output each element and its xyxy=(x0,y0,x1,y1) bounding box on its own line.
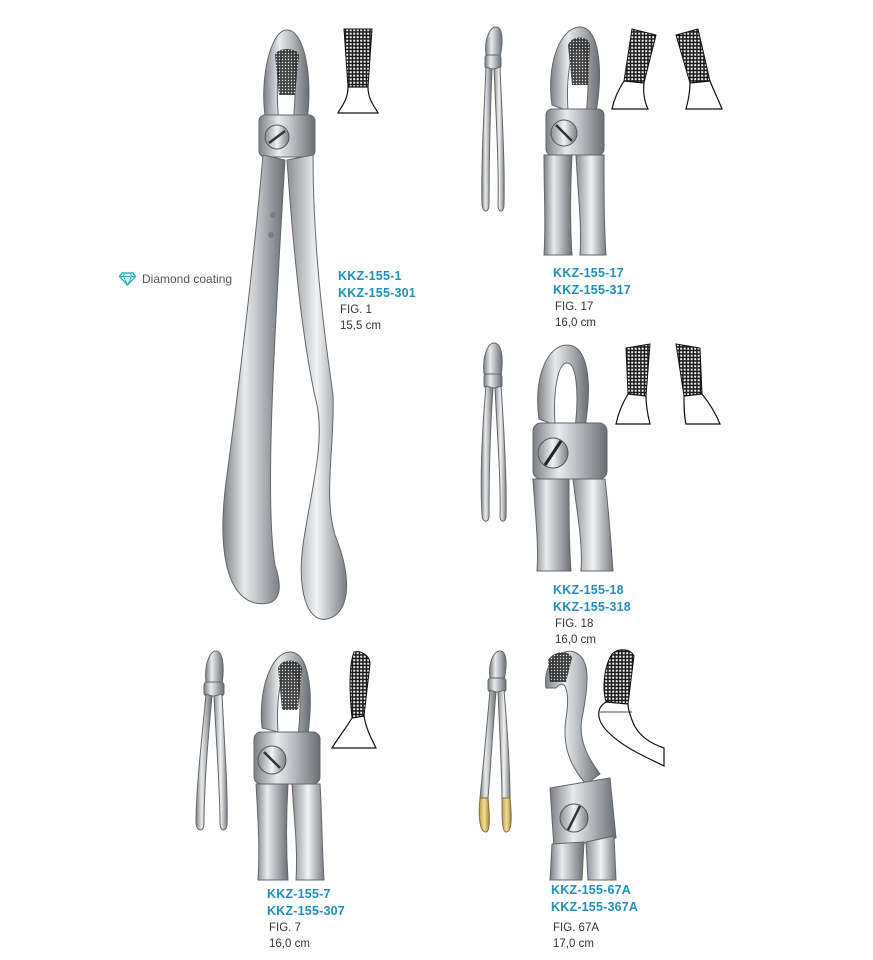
forceps-fig-17-closeup xyxy=(530,25,610,255)
forceps-fig-7-closeup xyxy=(248,648,328,880)
forceps-fig-18-thumbnail xyxy=(476,340,508,525)
product-code-primary: KKZ-155-17 xyxy=(553,266,624,280)
product-code-secondary: KKZ-155-307 xyxy=(267,904,345,918)
forceps-fig-7-thumbnail xyxy=(192,648,232,834)
product-fig-1 xyxy=(338,268,416,334)
product-figure-label: FIG. 1 xyxy=(340,304,372,316)
product-code-secondary: KKZ-155-318 xyxy=(553,600,631,614)
beak-profile-diagram-18 xyxy=(606,340,728,428)
beak-profile-diagram-17 xyxy=(606,25,728,113)
product-figure-label: FIG. 7 xyxy=(269,922,301,934)
product-code-primary: KKZ-155-7 xyxy=(267,887,331,901)
product-fig-67a xyxy=(551,882,638,952)
product-figure-label: FIG. 17 xyxy=(555,301,594,313)
product-fig-18 xyxy=(553,582,631,648)
product-length: 17,0 cm xyxy=(553,938,594,950)
forceps-fig-18-closeup xyxy=(525,343,617,571)
product-code-primary: KKZ-155-18 xyxy=(553,583,624,597)
product-length: 16,0 cm xyxy=(269,938,310,950)
product-fig-7 xyxy=(267,886,345,952)
product-code-primary: KKZ-155-1 xyxy=(338,269,402,283)
product-code-secondary: KKZ-155-367A xyxy=(551,900,639,914)
beak-profile-diagram-1 xyxy=(335,25,381,117)
product-length: 16,0 cm xyxy=(555,634,596,646)
product-fig-17 xyxy=(553,265,631,331)
product-figure-label: FIG. 67A xyxy=(553,922,600,934)
product-code-secondary: KKZ-155-301 xyxy=(338,286,416,300)
feature-label: Diamond coating xyxy=(142,272,233,286)
forceps-fig-67a-thumbnail xyxy=(474,648,514,838)
forceps-fig-17-thumbnail xyxy=(476,25,506,215)
beak-profile-diagram-67a xyxy=(594,648,670,772)
diamond-icon xyxy=(119,272,136,286)
beak-profile-diagram-7 xyxy=(328,648,380,752)
product-code-secondary: KKZ-155-317 xyxy=(553,283,631,297)
product-length: 15,5 cm xyxy=(340,320,381,332)
product-figure-label: FIG. 18 xyxy=(555,618,594,630)
product-code-primary: KKZ-155-67A xyxy=(551,883,632,897)
forceps-fig-1-image xyxy=(215,25,355,625)
product-length: 16,0 cm xyxy=(555,317,596,329)
